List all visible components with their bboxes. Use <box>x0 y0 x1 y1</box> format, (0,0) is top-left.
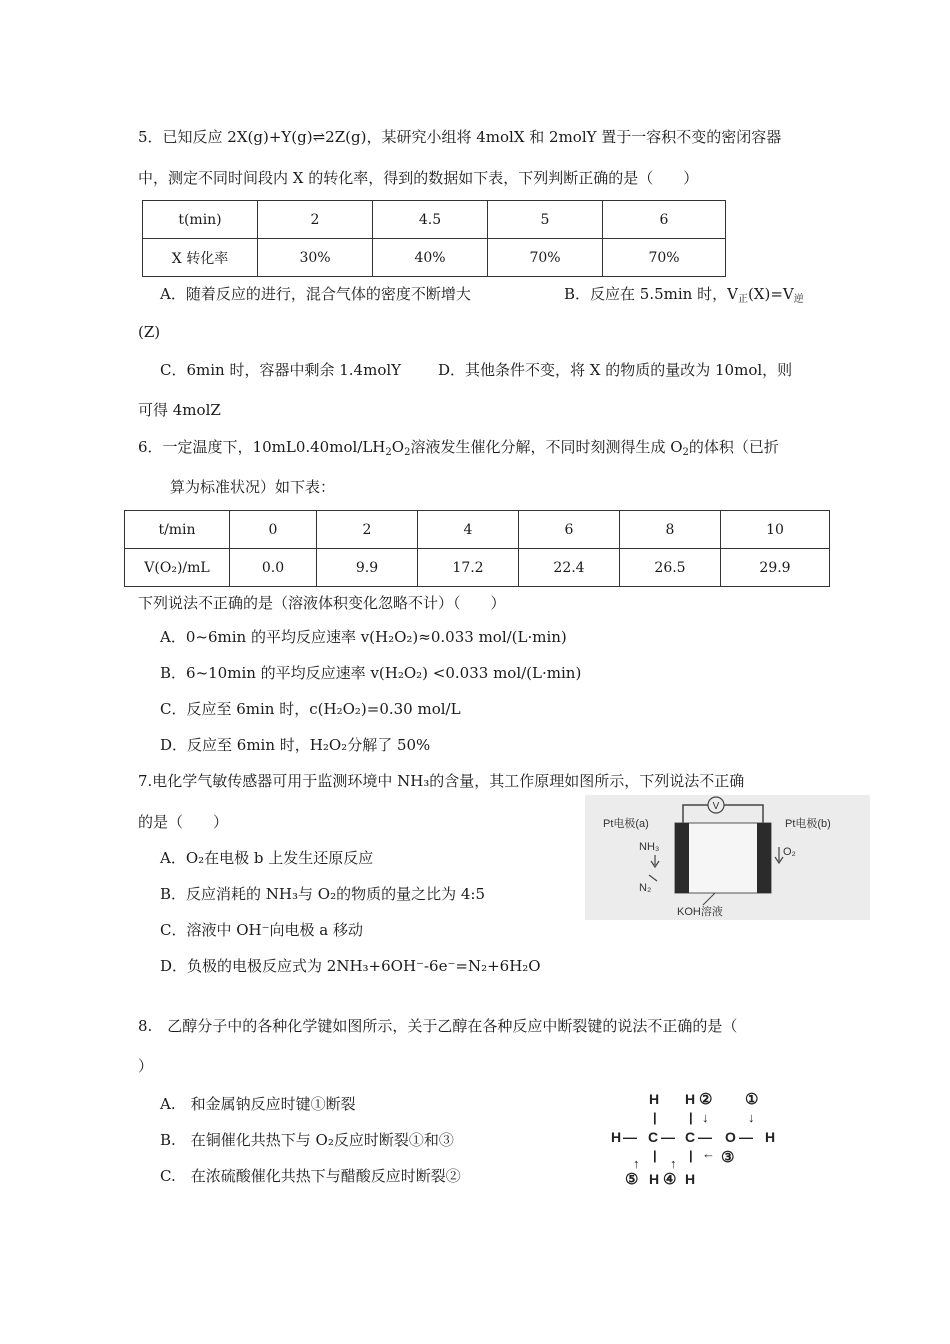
q6-stem-line1: 6．一定温度下，$10mL0.40mol/LH_2O_2$溶液发生催化分解，不同时刻测得生成 $O_2$的体积（已折 <box>138 438 779 458</box>
electrolyte-container <box>675 823 771 893</box>
q5-option-c: C．6min 时，容器中剩余 1.4molY <box>160 361 402 379</box>
q6-stem-part: O <box>391 438 405 456</box>
atom-h: H <box>685 1171 696 1187</box>
table-cell: 2 <box>258 201 373 239</box>
q6-option-b: B．6~10min 的平均反应速率 v(H₂O₂) <0.033 mol/(L·min) <box>160 664 582 682</box>
table-cell: 4.5 <box>373 201 488 239</box>
q6-stem-part: 6．一定温度下，10mL0.40mol/LH <box>138 438 386 456</box>
table-cell: 26.5 <box>620 549 721 587</box>
q6-option-d: D．反应至 6min 时，H₂O₂分解了 50% <box>160 736 431 754</box>
q8-stem-line1: 8. 乙醇分子中的各种化学键如图所示，关于乙醇在各种反应中断裂键的说法不正确的是（ <box>138 1017 738 1035</box>
atom-o: O <box>725 1129 736 1145</box>
koh-solution-label: KOH溶液 <box>677 906 723 918</box>
table-cell: X 转化率 <box>143 239 258 277</box>
bond-1-label: ① <box>745 1091 759 1108</box>
ethanol-structure-figure <box>605 1088 805 1192</box>
atom-c: C <box>685 1129 696 1145</box>
q5-option-d: D．其他条件不变，将 X 的物质的量改为 10mol，则 <box>438 361 793 379</box>
q6-option-c: C．反应至 6min 时，c(H₂O₂)=0.30 mol/L <box>160 700 461 718</box>
n2-label: N₂ <box>639 882 652 894</box>
bond-5-label: ⑤ <box>625 1171 639 1188</box>
bond-line: — <box>739 1129 753 1145</box>
table-cell: 0 <box>230 511 317 549</box>
q5-table <box>142 200 726 277</box>
bond-line: — <box>661 1129 675 1145</box>
q8-option-b: B. 在铜催化共热下与 O₂反应时断裂①和③ <box>160 1131 454 1149</box>
table-cell: t/min <box>125 511 230 549</box>
table-row <box>143 201 726 239</box>
table-cell: 8 <box>620 511 721 549</box>
atom-h: H <box>649 1091 660 1107</box>
table-row <box>125 511 830 549</box>
q5-option-b-sub2: 逆 <box>793 294 804 305</box>
q8-stem-line2: ） <box>138 1057 154 1075</box>
arrow-icon <box>649 875 657 881</box>
q7-stem-line2: 的是（ ） <box>138 813 229 831</box>
table-row <box>143 239 726 277</box>
atom-h: H <box>649 1171 660 1187</box>
table-cell: 5 <box>488 201 603 239</box>
electrode-b-label: Pt电极(b) <box>785 818 831 830</box>
bond-line: | <box>653 1110 657 1125</box>
bond-3-label: ③ <box>721 1149 735 1166</box>
nh3-label: NH₃ <box>639 841 660 853</box>
table-row <box>125 549 830 587</box>
q5-option-b-sub: 正 <box>737 294 748 305</box>
table-cell: 70% <box>488 239 603 277</box>
arrow-up-icon: ↑ <box>670 1156 677 1171</box>
electrode-a <box>675 823 689 893</box>
arrow-down-icon: ↓ <box>748 1110 755 1125</box>
q8-option-c: C. 在浓硫酸催化共热下与醋酸反应时断裂② <box>160 1167 461 1185</box>
q6-stem-line2: 算为标准状况）如下表： <box>170 478 336 496</box>
q7-option-d: D．负极的电极反应式为 2NH₃+6OH⁻-6e⁻=N₂+6H₂O <box>160 957 541 975</box>
q6-option-a: A．0~6min 的平均反应速率 v(H₂O₂)≈0.033 mol/(L·min) <box>160 628 567 646</box>
table-cell: 22.4 <box>519 549 620 587</box>
bond-line: | <box>653 1148 657 1163</box>
q5-option-b-text2: (X)=V <box>747 285 794 303</box>
arrow-down-icon: ↓ <box>702 1110 709 1125</box>
q7-sensor-figure <box>585 795 870 920</box>
q7-option-b: B．反应消耗的 NH₃与 O₂的物质的量之比为 4:5 <box>160 885 485 903</box>
q5-option-b <box>564 284 804 304</box>
q7-stem-line1: 7.电化学气敏传感器可用于监测环境中 NH₃的含量，其工作原理如图所示，下列说法不正确 <box>138 772 745 790</box>
table-cell: 30% <box>258 239 373 277</box>
q7-option-a: A．O₂在电极 b 上发生还原反应 <box>160 849 374 867</box>
table-cell: 29.9 <box>721 549 830 587</box>
bond-line: — <box>698 1129 712 1145</box>
arrow-left-icon: ← <box>702 1146 715 1161</box>
table-cell: V(O₂)/mL <box>125 549 230 587</box>
table-cell: t(min) <box>143 201 258 239</box>
q5-stem-line2: 中，测定不同时间段内 X 的转化率，得到的数据如下表，下列判断正确的是（ ） <box>138 169 699 187</box>
arrow-up-icon: ↑ <box>633 1156 640 1171</box>
table-cell: 40% <box>373 239 488 277</box>
bond-line: — <box>623 1129 637 1145</box>
bond-line: | <box>689 1110 693 1125</box>
q6-question: 下列说法不正确的是（溶液体积变化忽略不计）（ ） <box>138 594 506 612</box>
q8-option-a: A. 和金属钠反应时键①断裂 <box>160 1095 356 1113</box>
q6-stem-part: 溶液发生催化分解，不同时刻测得生成 O <box>410 438 683 456</box>
q6-table <box>124 510 830 587</box>
bond-4-label: ④ <box>663 1171 677 1188</box>
bond-line: | <box>689 1148 693 1163</box>
table-cell: 17.2 <box>418 549 519 587</box>
atom-h: H <box>765 1129 776 1145</box>
q6-stem-part: 的体积（已折 <box>688 438 779 456</box>
pointer-line <box>703 893 715 905</box>
electrode-a-label: Pt电极(a) <box>603 818 649 830</box>
q5-option-b-cont: (Z) <box>138 323 161 341</box>
table-cell: 70% <box>603 239 726 277</box>
bond-2-label: ② <box>699 1091 713 1108</box>
q5-option-b-text: B．反应在 5.5min 时，V <box>564 285 738 303</box>
table-cell: 6 <box>603 201 726 239</box>
atom-h: H <box>685 1091 696 1107</box>
table-cell: 2 <box>317 511 418 549</box>
ethanol-diagram <box>605 1088 805 1192</box>
table-cell: 4 <box>418 511 519 549</box>
sensor-diagram <box>585 795 870 920</box>
q5-option-d-cont: 可得 4molZ <box>138 401 221 419</box>
atom-h: H <box>611 1129 622 1145</box>
electrode-b <box>757 823 771 893</box>
q5-stem-line1: 5．已知反应 2X(g)+Y(g)⇌2Z(g)，某研究小组将 4molX 和 2molY 置于一容积不变的密闭容器 <box>138 128 782 146</box>
table-cell: 6 <box>519 511 620 549</box>
o2-label: O₂ <box>783 846 796 858</box>
q7-option-c: C．溶液中 OH⁻向电极 a 移动 <box>160 921 364 939</box>
table-cell: 0.0 <box>230 549 317 587</box>
voltmeter-label: V <box>712 801 720 812</box>
q5-option-a: A．随着反应的进行，混合气体的密度不断增大 <box>160 285 471 303</box>
table-cell: 10 <box>721 511 830 549</box>
table-cell: 9.9 <box>317 549 418 587</box>
atom-c: C <box>648 1129 659 1145</box>
